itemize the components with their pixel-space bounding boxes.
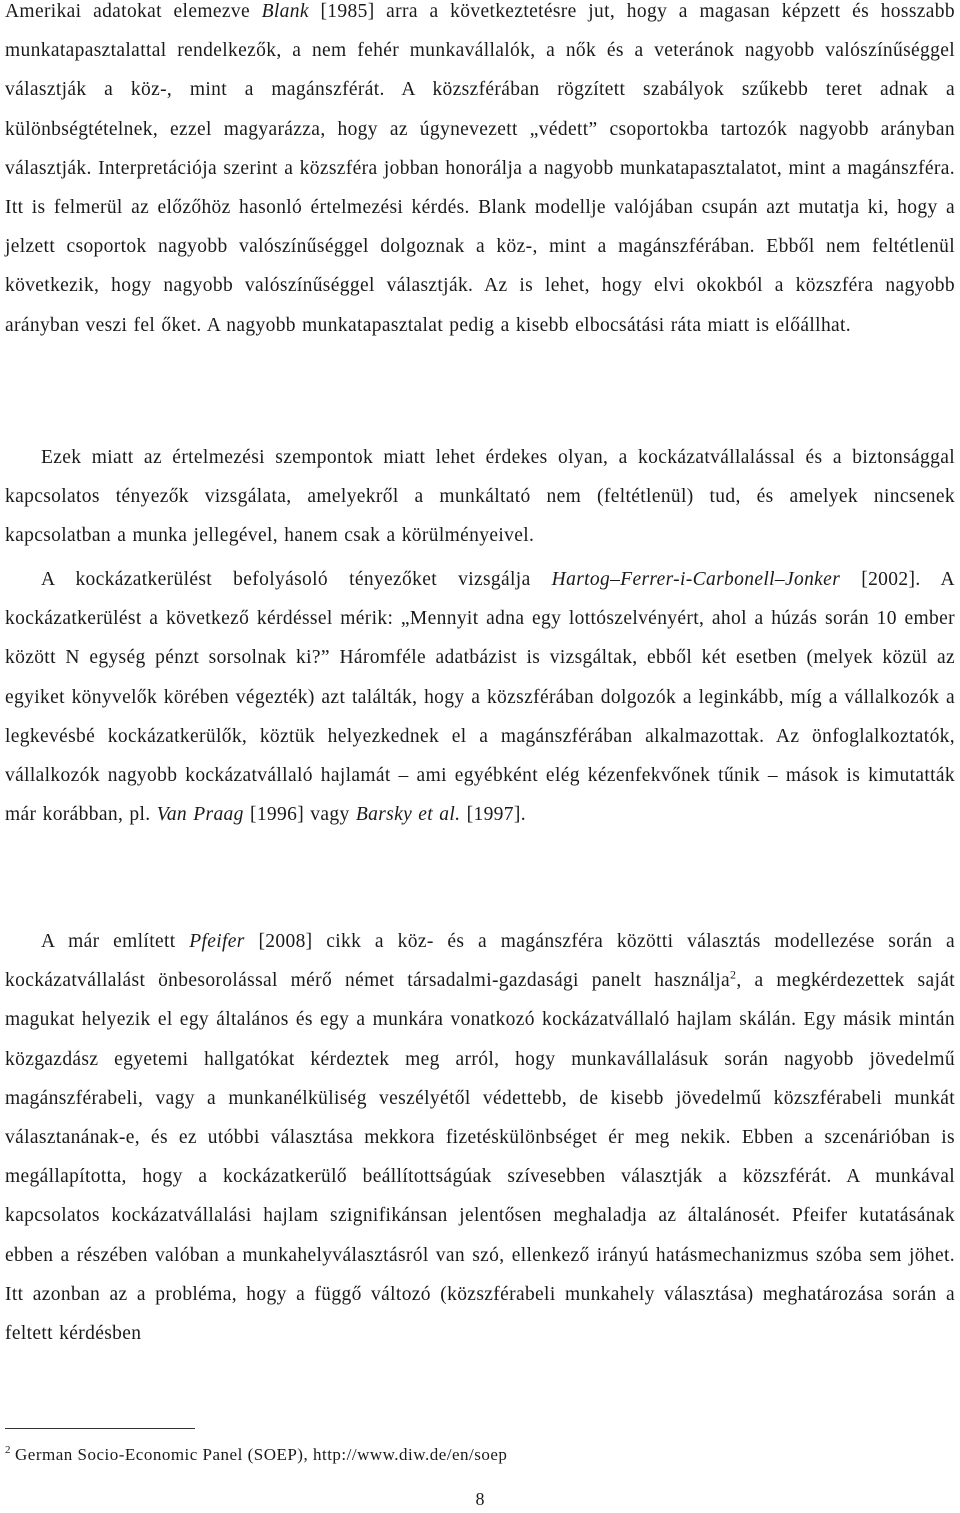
citation-author: Van Praag [156,804,244,826]
citation-author: Pfeifer [189,931,245,952]
footnote-text: German Socio-Economic Panel (SOEP), http://www.diw.de/en/soep [15,1445,508,1464]
footnote-marker: 2 [5,1444,11,1457]
paragraph-text: A már említett [41,931,190,952]
citation-author: Barsky et al. [355,804,461,826]
citation-author: Blank [261,1,309,22]
paragraph-blank-1985 [5,0,955,345]
footnote [5,1444,507,1466]
paragraph-pfeifer-2008 [5,922,955,1353]
paragraph-text: [1996] vagy [243,804,356,826]
paragraph-interpretation [5,438,955,556]
footnote-divider [5,1428,195,1429]
paragraph-hartog-2002 [5,560,955,834]
paragraph-text: A kockázatkerülést befolyásoló tényezőket vizsgálja [41,569,552,590]
paragraph-text: [2002]. A kockázatkerülést a következő kérdéssel mérik: „Mennyit adna egy lottószelvényért, ahol a húzás során 10 ember között N egység pénzt sorsolnak ki?” Háromféle adatbázist is vizsgáltak, ebből két esetben (melyek közül az egyiket könyvelők körében végezték) azt találták, hogy a közszférában dolgozók a leginkább, míg a vállalkozók a legkevésbé kockázatkerülők, köztük helyezkednek el a magánszférában alkalmazottak. Az önfoglalkoztatók, vállalkozók nagyobb kockázatvállaló hajlamát – ami egyébként elég kézenfekvőnek tűnik – mások is kimutatták már korábban, pl. [5,569,955,826]
paragraph-text: [1985] arra a következtetésre jut, hogy a magasan képzett és hosszabb munkatapasztalattal rendelkezők, a nem fehér munkavállalók, a nők és a veteránok nagyobb valószínűséggel választják a köz-, mint a magánszférát. A közszférában rögzített szabályok szűkebb teret adnak a különbségtételnek, ezzel magyarázza, hogy az úgynevezett „védett” csoportokba tartozók nagyobb arányban választják. Interpretációja szerint a közszféra jobban honorálja a nagyobb munkatapasztalatot, mint a magánszféra. Itt is felmerül az előzőhöz hasonló értelmezési kérdés. Blank modellje valójában csupán azt mutatja ki, hogy a jelzett csoportok nagyobb valószínűséggel dolgoznak a köz-, mint a magánszférában. Ebből nem feltétlenül következik, hogy nagyobb valószínűséggel választják. Az is lehet, hogy elvi okokból a közszféra nagyobb arányban veszi fel őket. A nagyobb munkatapasztalat pedig a kisebb elbocsátási ráta miatt is előállhat. [5,1,955,336]
page-number: 8 [475,1489,485,1509]
paragraph-text: Amerikai adatokat elemezve [5,1,262,22]
paragraph-text: Ezek miatt az értelmezési szempontok miatt lehet érdekes olyan, a kockázatvállalással és a biztonsággal kapcsolatos tényezők vizsgálata, amelyekről a munkáltató nem (feltétlenül) tud, és amelyek nincsenek kapcsolatban a munka jellegével, hanem csak a körülményeivel. [5,447,955,547]
paragraph-text: [2008] cikk a köz- és a magánszféra közötti választás modellezése során a kockázatvállalást önbesorolással mérő német társadalmi-gazdasági panelt használja [5,931,956,992]
paragraph-text: [1997]. [460,804,526,826]
footnote-reference[interactable]: 2 [730,967,737,982]
paragraph-text: , a megkérdezettek saját magukat helyezik el egy általános és egy a munkára vonatkozó kockázatvállaló hajlam skálán. Egy másik mintán közgazdász egyetemi hallgatókat kérdeztek meg arról, hogy munkavállalásuk során nagyobb jövedelmű magánszférabeli, vagy a munkanélküliség veszélyétől védettebb, de kisebb jövedelmű közszférabeli munkát választanának-e, és ez utóbbi választása mekkora fizetéskülönbséget ér meg nekik. Ebben a szcenárióban is megállapította, hogy a kockázatkerülő beállítottságúak szívesebben választják a közszférát. A munkával kapcsolatos kockázatvállalási hajlam szignifikánsan jelentősen meghaladja az általánosét. Pfeifer kutatásának ebben a részében valóban a munkahelyválasztásról van szó, ellenkező irányú hatásmechanizmus szóba sem jöhet. Itt azonban az a probléma, hogy a függő változó (közszférabeli munkahely választása) meghatározása során a feltett kérdésben [5,970,955,1345]
citation-author: Hartog–Ferrer-i-Carbonell–Jonker [551,569,841,590]
